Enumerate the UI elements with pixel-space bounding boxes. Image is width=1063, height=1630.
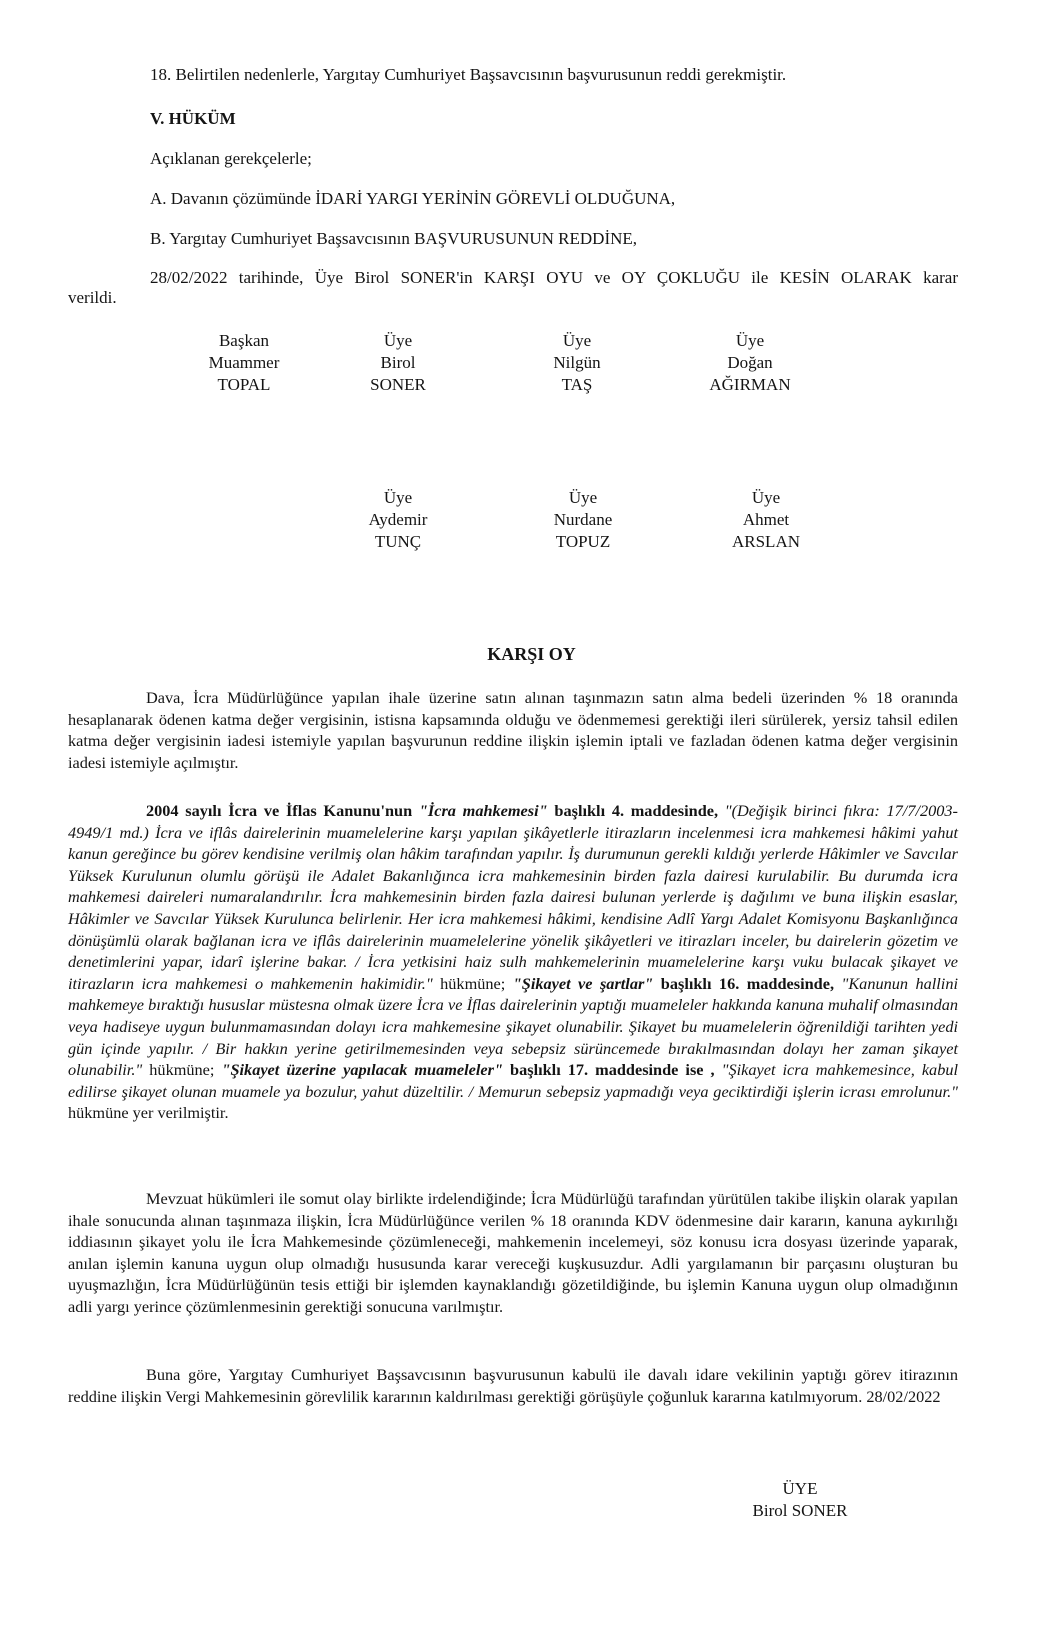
paragraph-text: Mevzuat hükümleri ile somut olay birlikte irdelendiğinde; İcra Müdürlüğü tarafından yürütülen takibe ilişkin olarak yapılan ihale sonucunda alınan taşınmaza ilişkin, İcra Müdürlüğünce verilen % 18 oranında KDV ödenmesine dair kararın, kanuna aykırılığı iddiasının şikayet yolu ile İcra Mahkemesinde çözümleneceği, mahkemenin incelemeyi, söz konusu icra dosyası üzerinde yaparak, anılan işlemin kanuna uygun olup olmadığı hususunda karar vereceği kuşkusuzdur. Adli yargılamanın bir parçasını oluşturan bu uyuşmazlığın, İcra Müdürlüğünün tesis ettiği bir işlemden kaynaklandığı gözetildiğinde, bu işlemin Kanuna uygun olup olmadığının adli yargı yerince çözümlenmesinin gerektiği sonucuna varılmıştır.: [68, 1189, 958, 1316]
signature-first-name: Nurdane: [553, 510, 613, 529]
text-run: hükmüne;: [142, 1060, 222, 1080]
dissent-paragraph-3: [68, 1188, 958, 1318]
signature-first-name: Ahmet: [742, 510, 790, 529]
paragraph-text: Buna göre, Yargıtay Cumhuriyet Başsavcısının başvurusunun kabulü ile davalı idare vekilinin yaptığı görev itirazının reddine ilişkin Vergi Mahkemesinin görevlilik kararının kaldırılması gerektiği görüşüyle çoğunluk kararına katılmıyorum. 28/02/2022: [68, 1365, 958, 1406]
verdict-item-b: B. Yargıtay Cumhuriyet Başsavcısının BAŞVURUSUNUN REDDİNE,: [150, 229, 638, 248]
signature-first-name: Aydemir: [368, 510, 428, 529]
verdict-item-a: A. Davanın çözümünde İDARİ YARGI YERİNİN GÖREVLİ OLDUĞUNA,: [150, 189, 676, 208]
signature-block: [318, 330, 478, 396]
decision-line-end: verildi.: [68, 288, 117, 307]
quoted-title: "İcra mahkemesi": [418, 801, 548, 820]
quoted-title: "Şikayet üzerine yapılacak muameleler": [221, 1060, 504, 1080]
text-run: başlıklı 4. maddesinde,: [547, 801, 725, 820]
signature-block: [503, 487, 663, 553]
signature-last-name: AĞIRMAN: [709, 375, 791, 394]
signature-last-name: TUNÇ: [374, 532, 422, 551]
dissent-paragraph-4: [68, 1364, 958, 1407]
signature-first-name: Nilgün: [553, 353, 601, 372]
text-run: hükmüne;: [432, 973, 513, 993]
signature-first-name: Birol: [380, 353, 416, 372]
dissent-signature: [700, 1478, 900, 1522]
signature-block: [318, 487, 478, 553]
signature-role: Başkan: [218, 331, 270, 350]
signature-role: Üye: [383, 488, 413, 507]
signature-block: [164, 330, 324, 396]
verdict-intro: Açıklanan gerekçelerle;: [150, 149, 312, 168]
signature-role: Üye: [562, 331, 592, 350]
text-run: hükmüne yer verilmiştir.: [68, 1103, 229, 1123]
section-heading: V. HÜKÜM: [150, 109, 236, 128]
quoted-title: "Şikayet ve şartlar": [512, 973, 654, 993]
signature-last-name: ARSLAN: [731, 532, 800, 551]
quoted-law: "(Değişik birinci fıkra: 17/7/2003-4949/1 md.) İcra ve iflâs dairelerinin muamelelerine karşı yapılan şikâyetlerle itirazların incelenmesi icra mahkemesi hâkimi yahut kanun gereğince bu görev kendisine verilmiş olan hâkim tarafından yapılır. İş durumunun gerekli kıldığı yerlerde Hâkimler ve Savcılar Yüksek Kurulunun olumlu görüşü ile Adalet Bakanlığınca icra mahkemesinin birden fazla dairesi kurulabilir. Bu durumda icra mahkemesi daireleri numaralandırılır. İcra mahkemesinin birden fazla dairesi bulunan yerlerde iş dağılımı ve buna ilişkin esaslar, Hâkimler ve Savcılar Yüksek Kurulunca belirlenir. Her icra mahkemesi hâkimi, kendisine Adlî Yargı Adalet Komisyonu Başkanlığınca dönüşümlü olarak bağlanan icra ve iflâs dairelerinin muamelelerine yönelik şikâyetleri ve itirazları inceler, bu dairelerin gözetim ve denetimlerini yapar, idarî işlerine bakar. / İcra yetkisini haiz sulh mahkemelerinin muamelelerine karşı vuku bulacak şikayet ve itirazların icra mahkemesi o mahkemenin hakimidir.": [68, 801, 958, 993]
verdict-item-18: 18. Belirtilen nedenlerle, Yargıtay Cumhuriyet Başsavcısının başvurusunun reddi gerekmiştir.: [150, 65, 787, 84]
signature-role: Üye: [751, 488, 781, 507]
text-run: başlıklı 17. maddesinde ise ,: [503, 1060, 722, 1080]
signature-role: Üye: [383, 331, 413, 350]
quoted-law: "Şikayet icra mahkemesince, kabul edilirse şikayet olunan muamele ya bozulur, yahut düzeltilir. / Memurun sebepsiz yapmadığı veya geciktirdiği işlerin icrası emrolunur.": [68, 1060, 959, 1101]
decision-line: 28/02/2022 tarihinde, Üye Birol SONER'in KARŞI OYU ve OY ÇOKLUĞU ile KESİN OLARAK karar: [150, 268, 958, 287]
signature-first-name: Doğan: [727, 353, 773, 372]
signature-role: Üye: [568, 488, 598, 507]
quoted-law: "Kanunun hallini mahkemeye bıraktığı hususlar müstesna olmak üzere İcra ve İflas dairelerinin yaptığı muameleler hakkında kanuna muhalif olmasından veya hadiseye uygun bulunmamasından dolayı icra mahkemesine şikayet olunabilir. Şikayet bu muamelelerin öğrenildiği tarihten yedi gün içinde yapılır. / Bir hakkın yerine getirilmemesinden veya sebepsiz sürüncemede bırakılmasından dolayı her zaman şikayet olunabilir.": [68, 973, 958, 1080]
signature-role: Üye: [735, 331, 765, 350]
signature-last-name: TOPAL: [217, 375, 271, 394]
text-run: başlıklı 16. maddesinde,: [653, 973, 842, 993]
paragraph-text: Dava, İcra Müdürlüğünce yapılan ihale üzerine satın alınan taşınmazın satın alma bedeli üzerinden % 18 oranında hesaplanarak ödenen katma değer vergisinin, istisna kapsamında olduğu ve ödenmemesi gerektiği ileri sürülerek, yersiz tahsil edilen katma değer vergisinin iadesi istemiyle yapılan başvurunun reddine ilişkin işlemin iptali ve fazladan ödenen katma değer vergisinin iadesi istemiyle açılmıştır.: [68, 688, 958, 772]
dissent-paragraph-2: [68, 800, 958, 1124]
paragraph-text: [68, 800, 958, 1124]
signature-last-name: TAŞ: [561, 375, 593, 394]
signer-role: ÜYE: [782, 1479, 818, 1498]
dissent-paragraph-1: [68, 687, 958, 773]
signature-last-name: SONER: [370, 375, 426, 394]
signature-first-name: Muammer: [208, 353, 280, 372]
signature-block: [497, 330, 657, 396]
signature-block: [686, 487, 846, 553]
signature-block: [670, 330, 830, 396]
signer-name: Birol SONER: [752, 1501, 848, 1520]
dissent-title: KARŞI OY: [487, 644, 576, 664]
text-run: 2004 sayılı İcra ve İflas Kanunu'nun: [146, 801, 419, 820]
signature-last-name: TOPUZ: [555, 532, 611, 551]
